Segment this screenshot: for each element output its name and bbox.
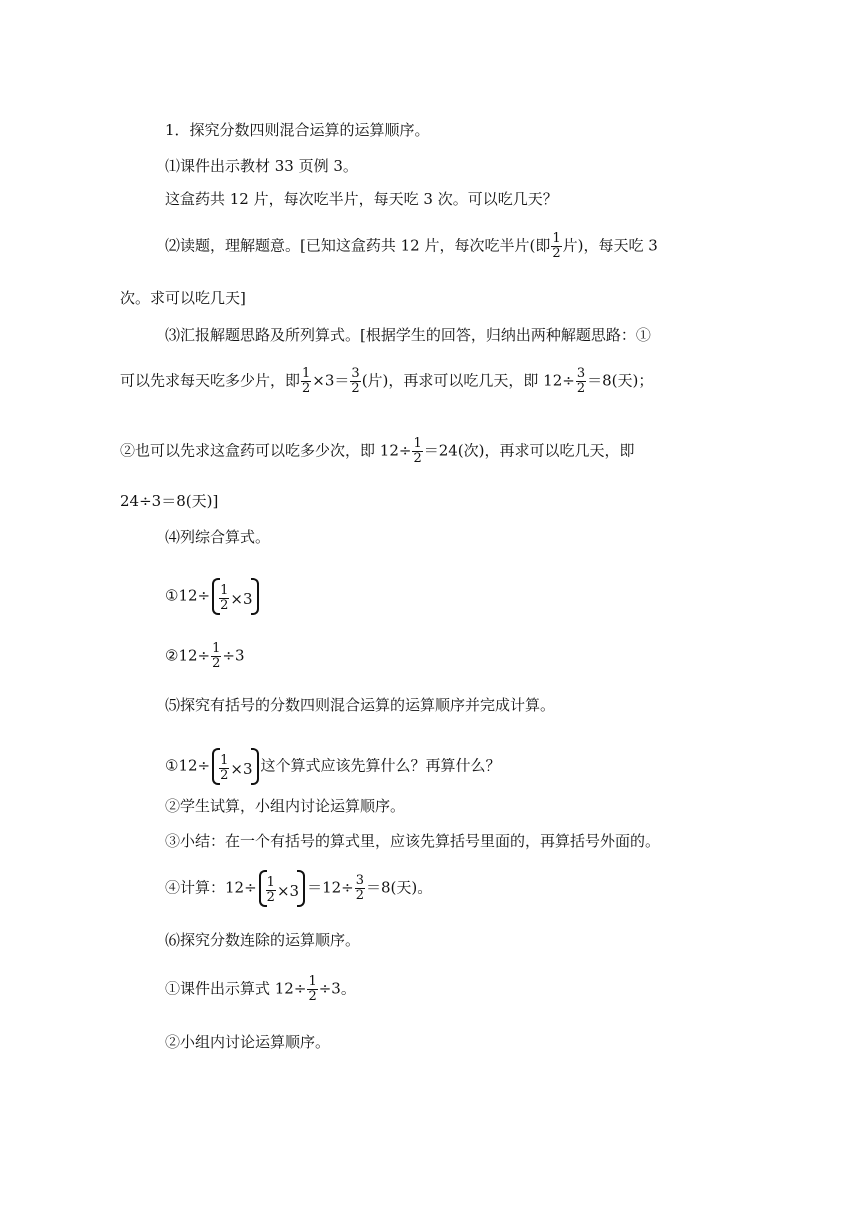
step-1: ①课件出示算式 12÷ $\frac{1}{2}$ ÷3。 — [165, 974, 356, 1004]
section-heading: 1．探究分数四则混合运算的运算顺序。 — [165, 121, 430, 139]
expression-2: ②12÷ $\frac{1}{2}$ ÷3 — [165, 641, 245, 671]
text: 片)，每天吃 3 — [562, 236, 658, 255]
paragraph-3-line-1 — [165, 232, 658, 261]
parenthesis-group: $\frac{1}{2}$ ×3 — [212, 748, 258, 785]
fraction-half: $\frac{1}{2}$ — [552, 231, 561, 261]
fraction-three-halves: $\frac{3}{2}$ — [576, 366, 586, 396]
fraction-three-halves: $\frac{3}{2}$ — [355, 873, 364, 903]
paragraph-7-title: ⑹探究分数连除的运算顺序。 — [165, 931, 361, 949]
paragraph-4-line-2: 可以先求每天吃多少片，即 $\frac{1}{2}$ ×3＝ $\frac{3}{2}$ (片)，再求可以吃几天，即 12÷ $\frac{3}{2}$ ＝8(天)； — [120, 366, 654, 396]
expression-1: ①12÷ $\frac{1}{2}$ ×3 — [165, 578, 261, 615]
fraction-half: $\frac{1}{2}$ — [413, 436, 422, 466]
paragraph-3-line-2: 次。求可以吃几天] — [120, 289, 246, 307]
paragraph-4-line-4: 24÷3＝8(天)] — [120, 492, 219, 510]
fraction-three-halves: $\frac{3}{2}$ — [351, 366, 360, 396]
paragraph-2: 这盒药共 12 片，每次吃半片，每天吃 3 次。可以吃几天？ — [165, 190, 558, 208]
fraction-half: $\frac{1}{2}$ — [266, 875, 275, 905]
step-4: ④计算：12÷ $\frac{1}{2}$ ×3 ＝12÷ $\frac{3}{2}$ ＝8(天)。 — [165, 870, 432, 907]
parenthesis-group: $\frac{1}{2}$ ×3 — [212, 578, 258, 615]
step-2: ②学生试算，小组内讨论运算顺序。 — [165, 797, 406, 815]
step-2: ②小组内讨论运算顺序。 — [165, 1033, 331, 1051]
paragraph-4-line-3: ②也可以先求这盒药可以吃多少次，即 12÷ $\frac{1}{2}$ ＝24(次)，再求可以吃几天，即 — [120, 436, 635, 466]
paragraph-4-line-1: ⑶汇报解题思路及所列算式。[根据学生的回答，归纳出两种解题思路：① — [165, 326, 651, 344]
parenthesis-group: $\frac{1}{2}$ ×3 — [259, 870, 305, 907]
paragraph-1: ⑴课件出示教材 33 页例 3。 — [165, 157, 358, 175]
fraction-half: $\frac{1}{2}$ — [220, 583, 229, 613]
fraction-half: $\frac{1}{2}$ — [212, 641, 221, 671]
fraction-half: $\frac{1}{2}$ — [302, 366, 311, 396]
step-1: ①12÷ $\frac{1}{2}$ ×3 这个算式应该先算什么？再算什么？ — [165, 748, 501, 785]
fraction-half: $\frac{1}{2}$ — [308, 974, 317, 1004]
text: ⑵读题，理解题意。[已知这盒药共 12 片，每次吃半片(即 — [165, 236, 551, 255]
paragraph-5-title: ⑷列综合算式。 — [165, 528, 271, 546]
step-3: ③小结：在一个有括号的算式里，应该先算括号里面的，再算括号外面的。 — [165, 832, 661, 850]
paragraph-6-title: ⑸探究有括号的分数四则混合运算的运算顺序并完成计算。 — [165, 696, 556, 714]
fraction-half: $\frac{1}{2}$ — [220, 753, 229, 783]
